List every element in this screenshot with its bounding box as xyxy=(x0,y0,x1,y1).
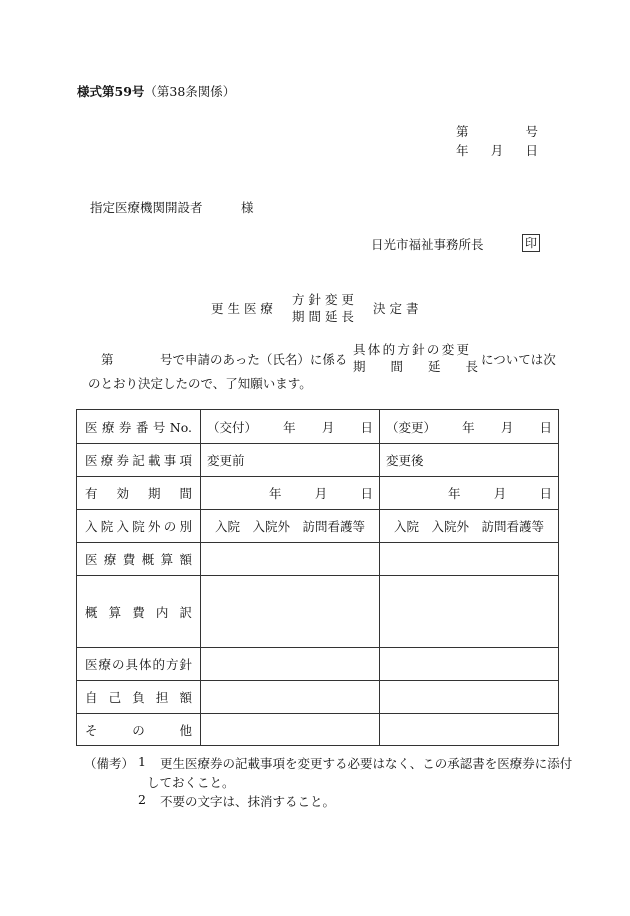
table-row xyxy=(77,477,559,510)
before-change-cell: 変更前 xyxy=(201,444,380,477)
table-row xyxy=(77,410,559,444)
row-label-ticket-entries: 医療券記載事項 xyxy=(77,444,201,477)
estimated-cost-left-cell xyxy=(201,543,380,576)
body-text-continued: については次 xyxy=(481,352,556,367)
body-option-specific-policy: 具体的方針の変更 xyxy=(353,342,469,357)
note-2-text: 不要の文字は、抹消すること。 xyxy=(160,794,336,809)
inpatient-type-left-cell: 入院 入院外 訪問看護等 xyxy=(201,510,380,543)
title-option-policy-change: 方 針 変 更 xyxy=(292,292,354,307)
specific-policy-left-cell xyxy=(201,648,380,681)
table-row xyxy=(77,681,559,714)
note-1-number: 1 xyxy=(138,754,146,769)
form-number-line xyxy=(77,82,235,100)
decision-table xyxy=(76,409,559,746)
form-relation: （第38条関係） xyxy=(144,84,236,99)
cost-breakdown-left-cell xyxy=(201,576,380,648)
note-1-text: 更生医療券の記載事項を変更する必要はなく、この承認書を医療券に添付 xyxy=(160,756,573,771)
form-number: 様式第59号 xyxy=(77,84,145,99)
row-label-cost-breakdown: 概算費内訳 xyxy=(77,576,201,648)
row-label-inpatient-type: 入院入院外の別 xyxy=(77,510,201,543)
table-row xyxy=(77,543,559,576)
addressee-honorific: 様 xyxy=(241,200,254,215)
after-change-cell: 変更後 xyxy=(380,444,559,477)
row-label-medical-ticket-no: 医療券番号No. xyxy=(77,410,201,444)
title-prefix: 更 生 医 療 xyxy=(211,301,273,316)
row-label-valid-period: 有効期間 xyxy=(77,477,201,510)
table-row xyxy=(77,576,559,648)
change-date-cell: （変更） 年 月 日 xyxy=(380,410,559,444)
issuer-name: 日光市福祉事務所長 xyxy=(371,237,484,252)
self-pay-left-cell xyxy=(201,681,380,714)
table-row xyxy=(77,648,559,681)
title-option-period-extension: 期 間 延 長 xyxy=(292,309,354,324)
note-2-number: 2 xyxy=(138,792,146,807)
body-application-text: 号で申請のあった（氏名）に係る xyxy=(160,352,348,367)
other-right-cell xyxy=(380,714,559,746)
notes-label: （備考） xyxy=(84,756,135,771)
table-row xyxy=(77,444,559,477)
body-line-2: のとおり決定したので、了知願います。 xyxy=(88,376,312,391)
table-row xyxy=(77,714,559,746)
note-1-text-continued: しておくこと。 xyxy=(147,775,235,790)
addressee-name: 指定医療機関開設者 xyxy=(90,200,203,215)
row-label-estimated-cost: 医療費概算額 xyxy=(77,543,201,576)
estimated-cost-right-cell xyxy=(380,543,559,576)
row-label-self-pay: 自己負担額 xyxy=(77,681,201,714)
body-option-period-extension: 期 間 延 長 xyxy=(353,359,479,374)
seal-mark: 印 xyxy=(522,234,540,252)
self-pay-right-cell xyxy=(380,681,559,714)
row-label-specific-policy: 医療の具体的方針 xyxy=(77,648,201,681)
document-number: 第 号 xyxy=(456,124,538,139)
inpatient-type-right-cell: 入院 入院外 訪問看護等 xyxy=(380,510,559,543)
row-label-other: その他 xyxy=(77,714,201,746)
issue-date-cell: （交付） 年 月 日 xyxy=(201,410,380,444)
cost-breakdown-right-cell xyxy=(380,576,559,648)
document-date: 年 月 日 xyxy=(456,143,538,158)
body-no-prefix: 第 xyxy=(101,352,114,367)
valid-period-left-cell: 年 月 日 xyxy=(201,477,380,510)
valid-period-right-cell: 年 月 日 xyxy=(380,477,559,510)
title-suffix: 決 定 書 xyxy=(373,301,419,316)
other-left-cell xyxy=(201,714,380,746)
table-row xyxy=(77,510,559,543)
specific-policy-right-cell xyxy=(380,648,559,681)
